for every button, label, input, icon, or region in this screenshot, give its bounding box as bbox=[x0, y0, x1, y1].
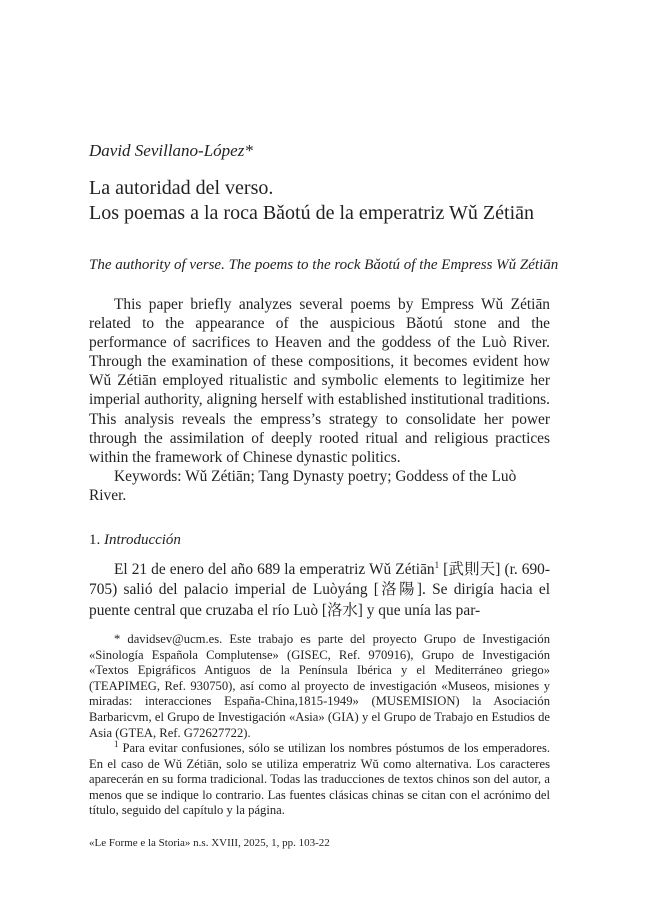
body-paragraph bbox=[89, 560, 550, 621]
section-number: 1. bbox=[89, 532, 101, 548]
section-title: Introducción bbox=[104, 532, 181, 548]
title-line-2: Los poemas a la roca Bǎotú de la emperatriz Wǔ Zétiān bbox=[89, 202, 534, 224]
section-heading bbox=[89, 532, 181, 549]
article-title bbox=[89, 176, 534, 226]
footnote-2-mark: 1 bbox=[114, 738, 119, 749]
english-title: The authority of verse. The poems to the rock Bǎotú of the Empress Wǔ Zétiān bbox=[89, 257, 559, 273]
footnote-1: * davidsev@ucm.es. Este trabajo es parte del proyecto Grupo de Investigación «Sinología Española Complutense» (GISEC, Ref. 970916), Grupo de Investigación «Textos Epigráficos Antiguos de la Península Ibérica y el Mediterráneo griego» (TEAPIMEG, Ref. 930750), así como al proyecto de investigación «Museos, misiones y miradas: interacciones España-China,1815-1949» (MUSEMISION) la Asociación Barbaricvm, el Grupo de Investigación «Asia» (GIA) y el Grupo de Trabajo en Estudios de Asia (GTEA, Ref. G72627722). bbox=[89, 632, 550, 740]
body-text-part-2: [武則天] (r. 690-705) salió del palacio imperial de Luòyáng [洛陽]. Se dirigía hacia el puente central que cruzaba el río Luò [洛水] y que unía las par- bbox=[89, 561, 550, 619]
body-text-part-1: El 21 de enero del año 689 la emperatriz Wǔ Zétiān bbox=[114, 561, 435, 578]
footnote-2-text: Para evitar confusiones, sólo se utilizan los nombres póstumos de los emperadores. En el caso de Wǔ Zétiān, solo se utiliza emperatriz Wǔ como alternativa. Los caracteres aparecerán en su forma tradicional. Todas las traducciones de textos chinos son del autor, a menos que se indique lo contrario. Las fuentes clásicas chinas se citan con el acrónimo del título, seguido del capítulo y la página. bbox=[89, 741, 550, 818]
keywords: Keywords: Wǔ Zétiān; Tang Dynasty poetry; Goddess of the Luò River. bbox=[89, 468, 517, 505]
title-line-1: La autoridad del verso. bbox=[89, 177, 274, 199]
footnote-ref: 1 bbox=[434, 559, 440, 570]
author-name: David Sevillano-López* bbox=[89, 141, 253, 160]
abstract: This paper briefly analyzes several poems by Empress Wǔ Zétiān related to the appearance of the auspicious Bǎotú stone and the performance of sacrifices to Heaven and the goddess of the Luò River. Through the examination of these compositions, it becomes evident how Wǔ Zétiān employed ritualistic and symbolic elements to legitimize her imperial authority, aligning herself with established institutional traditions. This analysis reveals the empress’s strategy to consolidate her power through the assimilation of deeply rooted ritual and religious practices within the framework of Chinese dynastic politics. bbox=[89, 296, 550, 466]
footnote-2 bbox=[89, 738, 550, 819]
journal-footer: «Le Forme e la Storia» n.s. XVIII, 2025, 1, pp. 103-22 bbox=[89, 837, 330, 849]
